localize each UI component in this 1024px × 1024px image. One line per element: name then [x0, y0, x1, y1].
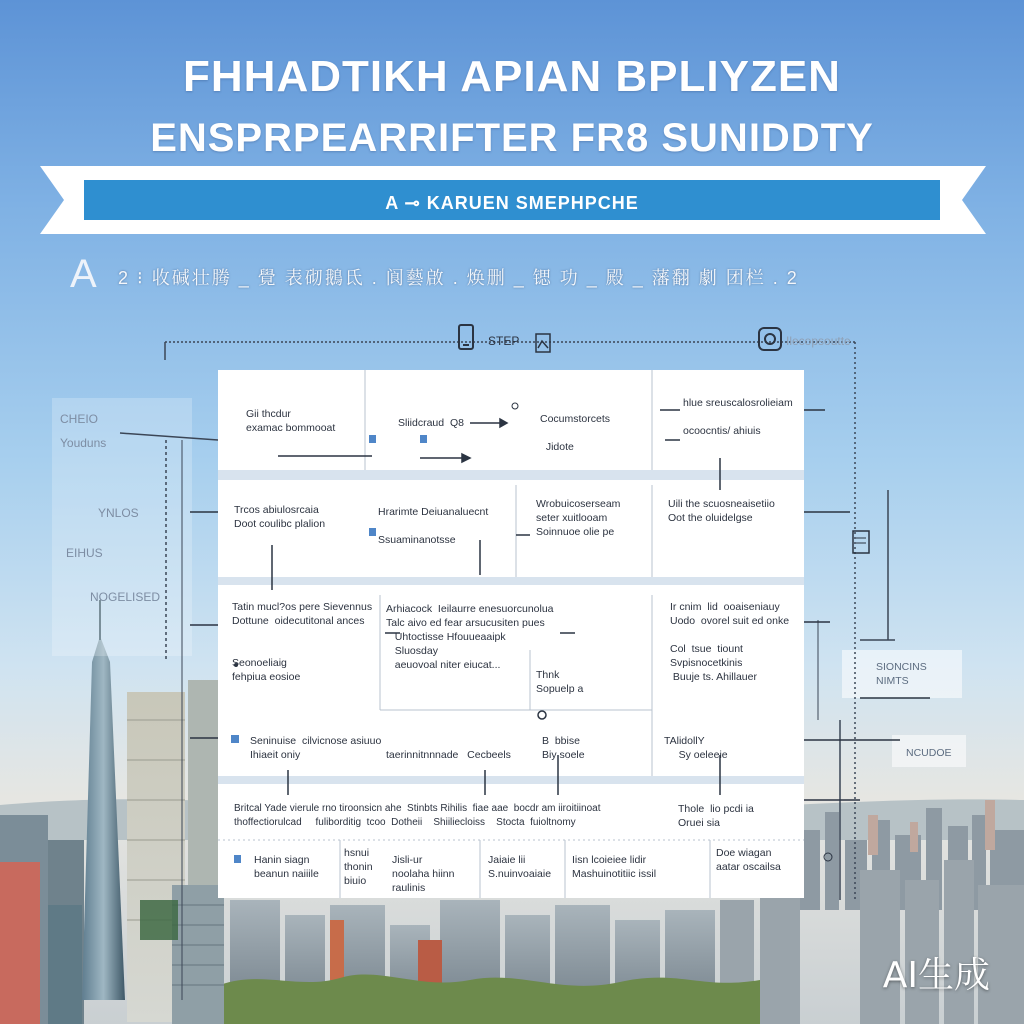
right-side-label: NCUDOE	[906, 747, 952, 759]
table-cell: Seninuise cilvicnose asiuuo Ihiaeit oniy	[250, 735, 382, 761]
image-icon	[535, 333, 551, 358]
table-cell: Jisli-ur noolaha hiinn raulinis	[392, 854, 455, 894]
subtitle-row	[70, 252, 970, 298]
table-cell: taerinnitnnnade Cecbeels	[386, 749, 511, 761]
table-cell: Uili the scuosneaisetiio Oot the oluidelgse	[668, 498, 775, 524]
phone-icon	[458, 324, 474, 355]
subtitle-text: 2 ⁝ 收碱壮腾 _ 覺 表砌鵝氐 . 阆藝啟 . 焕删 _ 锶 功 _ 殿 _ 藩翻 劇 团栏 . 2	[118, 268, 799, 288]
table-cell: Hrarimte Deiuanaluecnt Ssuaminanotsse	[378, 506, 489, 546]
right-top-label: Ilecopsoutte	[786, 334, 851, 348]
table-cell: Sliidcraud Q8	[398, 417, 464, 429]
table-cell: hsnui thonin biuio	[344, 847, 373, 887]
side-label: Youduns	[60, 436, 107, 450]
table-cell: Trcos abiulosrcaia Doot coulibc plalion	[234, 504, 326, 530]
right-side-label: SIONCINS NIMTS	[876, 661, 927, 687]
table-cell: Iisn lcoieiee lidir Mashuinotitiic issil	[572, 854, 657, 880]
subtitle-letter: A	[70, 252, 97, 296]
table-cell: Gii thcdur examac bommooat	[246, 408, 336, 434]
step-label: STEP	[488, 334, 520, 348]
ai-generated-watermark: AI生成	[882, 955, 990, 996]
table-cell: Thnk Sopuelp a	[536, 669, 584, 695]
table-cell: Cocumstorcets Jidote	[540, 413, 611, 453]
poster-title-line-2: ENSPRPEARRIFTER FR8 SUNIDDTY	[150, 116, 874, 160]
side-label: YNLOS	[98, 506, 139, 520]
poster-title-line-1: FHHADTIKH APIAN BPLIYZEN	[183, 52, 841, 101]
camera-icon	[757, 326, 783, 357]
table-cell: Jaiaie lii S.nuinvoaiaie	[488, 854, 552, 880]
table-cell: Thole lio pcdi ia Oruei sia	[678, 803, 754, 829]
side-label: CHEIO	[60, 412, 99, 426]
document-icon	[852, 530, 870, 559]
table-cell: Tatin mucl?os pere Sievennus Dottune oidecutitonal ances Seonoeliaig fehpiua eosioe	[232, 601, 373, 683]
banner-label: A ⊸ KARUEN SMEPHPCHE	[385, 193, 639, 213]
side-label: EIHUS	[66, 546, 103, 560]
table-cell: Arhiacock Ieilaurre enesuorcunolua Talc aivo ed fear arsucusiten pues Uhtoctisse Hfouueaaipk Sluosday aeuovoal niter eiucat...	[386, 603, 554, 671]
table-cell: Wrobuicoserseam seter xuitlooam Soinnuoe olie pe	[536, 498, 621, 538]
table-cell: Ir cnim lid ooaiseniauy Uodo ovorel suit ed onke Col tsue tiount Svpisnocetkinis Buuje ts. Ahillauer	[670, 601, 790, 683]
table-cell: hlue sreuscalosrolieiam ocoocntis/ ahiuis	[683, 397, 793, 437]
side-label: NOGELISED	[90, 590, 161, 604]
table-cell: TAlidollY Sy oeleeie	[664, 735, 728, 761]
table-cell: Hanin siagn beanun naiiile	[254, 854, 319, 880]
table-cell: B bbise Biy soele	[542, 735, 585, 761]
table-cell: Britcal Yade vierule rno tiroonsicn ahe Stinbts Rihilis fiae aae bocdr am iiroitiinoat thoffectiorulcad fuliborditig tcoo Dotheii Shiiliecloiss Stocta fuioltnomy	[234, 803, 601, 828]
table-cell: Doe wiagan aatar oscailsa	[716, 847, 781, 873]
